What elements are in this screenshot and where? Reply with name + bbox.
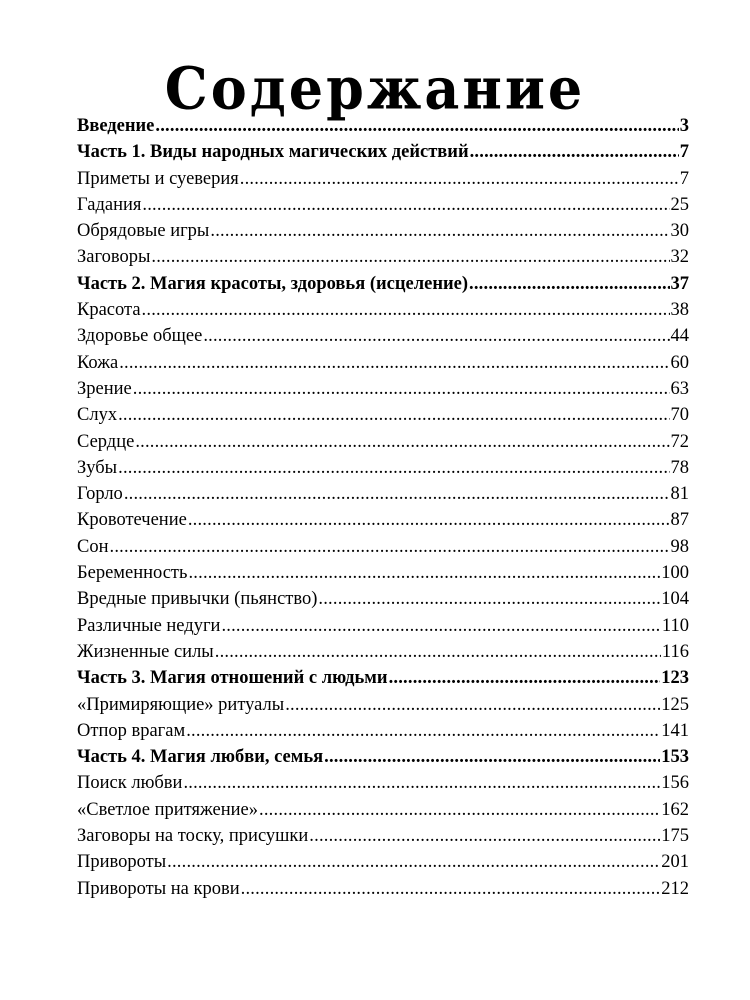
- toc-entry: [77, 455, 689, 481]
- toc-entry-page-number: 104: [661, 589, 689, 610]
- toc-leader-dots: [151, 244, 669, 270]
- toc-entry: [77, 560, 689, 586]
- toc-entry: [77, 376, 689, 402]
- toc-leader-dots: [135, 429, 669, 455]
- toc-entry-page-number: 81: [670, 484, 689, 505]
- toc-leader-dots: [183, 770, 660, 796]
- toc-entry-label: Заговоры: [77, 247, 151, 268]
- toc-entry: [77, 297, 689, 323]
- toc-entry-page-number: 125: [661, 694, 689, 715]
- toc-leader-dots: [110, 534, 670, 560]
- toc-entry: [77, 429, 689, 455]
- toc-entry-label: Кожа: [77, 352, 119, 373]
- toc-leader-dots: [210, 218, 669, 244]
- toc-entry: [77, 692, 689, 718]
- toc-leader-dots: [309, 823, 660, 849]
- toc-leader-dots: [118, 455, 669, 481]
- toc-entry-page-number: 212: [661, 878, 689, 899]
- toc-entry: [77, 639, 689, 665]
- toc-entry-page-number: 153: [661, 747, 689, 768]
- toc-leader-dots: [389, 665, 661, 691]
- toc-entry-page-number: 60: [670, 352, 689, 373]
- toc-leader-dots: [124, 481, 670, 507]
- toc-entry-label: Заговоры на тоску, присушки: [77, 826, 309, 847]
- toc-leader-dots: [133, 376, 670, 402]
- toc-entry-page-number: 25: [670, 194, 689, 215]
- toc-entry: [77, 718, 689, 744]
- toc-leader-dots: [221, 613, 660, 639]
- toc-entry-page-number: 123: [661, 668, 689, 689]
- toc-entry-page-number: 3: [679, 116, 689, 136]
- toc-entry-page-number: 100: [661, 563, 689, 584]
- toc-entry: [77, 849, 689, 875]
- toc-entry-page-number: 30: [670, 221, 689, 242]
- toc-entry-label: Вредные привычки (пьянство): [77, 589, 318, 610]
- toc-entry-label: Зубы: [77, 457, 118, 478]
- toc-entry-page-number: 32: [670, 247, 689, 268]
- toc-entry: [77, 797, 689, 823]
- toc-entry-label: Привороты: [77, 852, 167, 873]
- toc-entry: [77, 323, 689, 349]
- toc-section-entry: [77, 139, 689, 165]
- toc-leader-dots: [318, 586, 660, 612]
- toc-entry-label: Часть 1. Виды народных магических действий: [77, 142, 469, 163]
- toc-entry: [77, 166, 689, 192]
- toc-entry-page-number: 156: [661, 773, 689, 794]
- toc-entry-page-number: 78: [670, 457, 689, 478]
- toc-entry-label: Приметы и суеверия: [77, 168, 239, 189]
- toc-leader-dots: [469, 271, 669, 297]
- toc-entry-page-number: 98: [670, 536, 689, 557]
- toc-entry-label: Жизненные силы: [77, 641, 214, 662]
- toc-leader-dots: [142, 297, 670, 323]
- toc-entry-label: Кровотечение: [77, 510, 187, 531]
- toc-entry-label: «Примиряющие» ритуалы: [77, 694, 285, 715]
- toc-section-entry: [77, 271, 689, 297]
- toc-section-entry: [77, 665, 689, 691]
- toc-entry: [77, 218, 689, 244]
- toc-entry-label: Слух: [77, 405, 118, 426]
- toc-entry: [77, 481, 689, 507]
- toc-leader-dots: [215, 639, 661, 665]
- toc-leader-dots: [240, 166, 679, 192]
- toc-entry-label: «Светлое притяжение»: [77, 799, 259, 820]
- toc-entry-page-number: 44: [670, 326, 689, 347]
- toc-entry: [77, 613, 689, 639]
- toc-leader-dots: [155, 113, 678, 139]
- toc-entry-label: Горло: [77, 484, 123, 505]
- toc-entry-page-number: 63: [670, 378, 689, 399]
- toc-entry-label: Зрение: [77, 378, 132, 399]
- toc-leader-dots: [203, 323, 669, 349]
- toc-entry-label: Привороты на крови: [77, 878, 240, 899]
- toc-leader-dots: [188, 507, 670, 533]
- toc-entry-label: Отпор врагам: [77, 720, 186, 741]
- toc-entry: [77, 586, 689, 612]
- toc-entry-page-number: 162: [661, 799, 689, 820]
- toc-entry: [77, 823, 689, 849]
- toc-entry-page-number: 110: [661, 615, 689, 636]
- toc-leader-dots: [259, 797, 660, 823]
- toc-entry-page-number: 116: [661, 641, 689, 662]
- toc-entry: [77, 770, 689, 796]
- toc-leader-dots: [241, 876, 661, 902]
- table-of-contents: [77, 113, 689, 902]
- toc-entry: [77, 192, 689, 218]
- toc-entry-label: Сон: [77, 536, 109, 557]
- toc-leader-dots: [470, 139, 679, 165]
- toc-entry: [77, 507, 689, 533]
- toc-entry: [77, 876, 689, 902]
- page-title: Содержание: [164, 53, 586, 123]
- toc-entry-page-number: 7: [679, 168, 689, 189]
- toc-entry-label: Беременность: [77, 563, 188, 584]
- toc-leader-dots: [167, 849, 660, 875]
- toc-entry-page-number: 7: [679, 142, 689, 163]
- toc-leader-dots: [142, 192, 669, 218]
- toc-entry-label: Введение: [77, 116, 155, 136]
- toc-entry-label: Различные недуги: [77, 615, 221, 636]
- toc-entry-label: Здоровье общее: [77, 326, 203, 347]
- toc-entry-label: Обрядовые игры: [77, 221, 210, 242]
- toc-entry-page-number: 37: [670, 273, 689, 294]
- toc-entry: [77, 402, 689, 428]
- toc-entry-page-number: 70: [670, 405, 689, 426]
- toc-entry-label: Гадания: [77, 194, 142, 215]
- toc-entry-page-number: 201: [661, 852, 689, 873]
- toc-entry: [77, 350, 689, 376]
- toc-entry-label: Часть 2. Магия красоты, здоровья (исцеление): [77, 273, 469, 294]
- toc-leader-dots: [119, 350, 669, 376]
- toc-entry: [77, 534, 689, 560]
- toc-leader-dots: [324, 744, 660, 770]
- toc-entry-label: Сердце: [77, 431, 135, 452]
- toc-entry-page-number: 72: [670, 431, 689, 452]
- toc-leader-dots: [188, 560, 660, 586]
- toc-entry-page-number: 87: [670, 510, 689, 531]
- toc-section-entry: [77, 113, 689, 139]
- toc-entry-label: Поиск любви: [77, 773, 183, 794]
- toc-section-entry: [77, 744, 689, 770]
- toc-entry-page-number: 38: [670, 300, 689, 321]
- toc-leader-dots: [186, 718, 660, 744]
- toc-leader-dots: [118, 402, 669, 428]
- toc-entry-label: Часть 3. Магия отношений с людьми: [77, 668, 388, 689]
- toc-entry-label: Часть 4. Магия любви, семья: [77, 747, 324, 768]
- toc-entry-page-number: 141: [661, 720, 689, 741]
- toc-entry-page-number: 175: [661, 826, 689, 847]
- toc-leader-dots: [285, 692, 660, 718]
- toc-entry: [77, 244, 689, 270]
- toc-entry-label: Красота: [77, 300, 141, 321]
